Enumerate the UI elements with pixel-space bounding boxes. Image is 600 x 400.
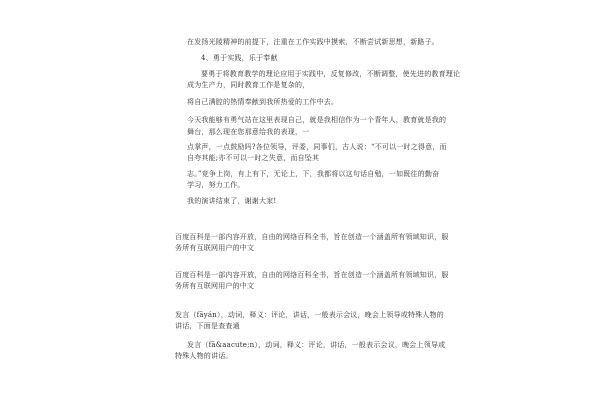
- speech-paragraph-2-line-1: 要勇于将教育教学的理论应用于实践中，反复修改，不断调整，使先进的教育理论: [201, 70, 461, 78]
- speech-paragraph-5-line-1: 点掌声，一点鼓励吗?各位领导，评委，同事们，古人说：“不可以一时之得意，而: [187, 143, 447, 151]
- baike-entry-2-line-1: 百度百科是一部内容开放，自由的网络百科全书，旨在创造一个涵盖所有领域知识，服: [175, 271, 449, 279]
- speech-paragraph-1: 在发扬光陵精神的前提下，注重在工作实践中摸索，不断尝试新思想，新路子。: [187, 38, 439, 46]
- baike-entry-1-line-2: 务所有互联网用户的中文: [175, 244, 255, 252]
- speech-paragraph-2-line-2: 成为生产力，同时教育工作是复杂的，: [187, 81, 310, 89]
- speech-paragraph-5-line-2: 自夸其能;亦不可以一时之失意，而自坠其: [187, 154, 320, 162]
- fayan-entry-2-line-1: 发言（fā&aacute;n），动词，释义：评论，讲话，一般表示会议，晚会上领导或: [187, 341, 446, 349]
- speech-paragraph-6-line-1: 志。”竞争上岗，有上有下，无论上，下，我都将以这句话自勉，一如既往的勤奋: [187, 170, 440, 178]
- baike-entry-2-line-2: 务所有互联网用户的中文: [175, 282, 255, 290]
- speech-paragraph-6-line-2: 学习，努力工作。: [187, 181, 245, 189]
- fayan-entry-1-line-2: 讲话，下面是查查通: [175, 322, 240, 330]
- fayan-entry-1-line-1: 发言（fāyán），动词，释义：评论，讲话，一般表示会议，晚会上领导或特殊人物的: [175, 311, 444, 319]
- section-heading-4: 4、勇于实践，乐于奉献: [201, 54, 278, 62]
- speech-closing: 我的演讲结束了，谢谢大家!: [187, 197, 277, 205]
- speech-paragraph-4-line-1: 今天我能够有勇气站在这里表现自己，就是我相信作为一个青年人，教育就是我的: [187, 116, 447, 124]
- fayan-entry-2-line-2: 特殊人物的讲话。: [175, 352, 233, 360]
- speech-paragraph-4-line-2: 舞台，那么现在您那意给我的表现，一: [187, 128, 310, 136]
- speech-paragraph-3: 将自己满腔的热情奉献到我所热爱的工作中去。: [187, 98, 339, 106]
- baike-entry-1-line-1: 百度百科是一部内容开放，自由的网络百科全书，旨在创造一个涵盖所有领域知识，服: [175, 233, 449, 241]
